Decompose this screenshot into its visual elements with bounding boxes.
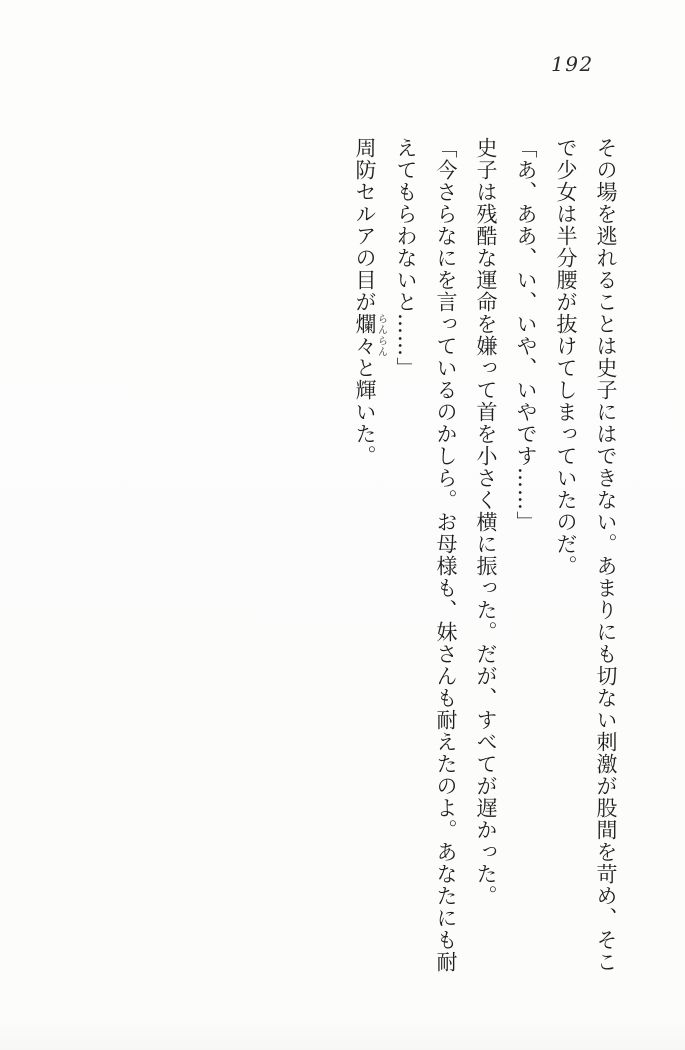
ruby-word: [353, 313, 387, 357]
text-block: [342, 137, 626, 977]
paragraph-dialogue-2: 「今さらなにを言っているのかしら。お母様も、妹さんも耐えたのよ。あなたにも耐えてもらわないと……」: [394, 137, 458, 973]
paragraph-dialogue-1: 「あ、ああ、い、いや、いやです……」: [514, 137, 538, 533]
ruby-furigana: らんらん: [375, 313, 387, 357]
paragraph-narration-1: その場を逃れることは史子にはできない。あまりにも切ない刺激が股間を苛め、そこで少女は半分腰が抜けてしまっていたのだ。: [554, 137, 618, 973]
paragraph-narration-3: [345, 137, 386, 977]
paragraph-narration-2: 史子は残酷な運命を嫌って首を小さく横に振った。だが、すべてが遅かった。: [474, 137, 498, 907]
ruby-base: 爛々: [353, 313, 377, 357]
ruby-pre-text: 周防セルアの目が: [353, 137, 377, 313]
ruby-post-text: と輝いた。: [353, 357, 377, 467]
page-number: 192: [551, 52, 594, 76]
